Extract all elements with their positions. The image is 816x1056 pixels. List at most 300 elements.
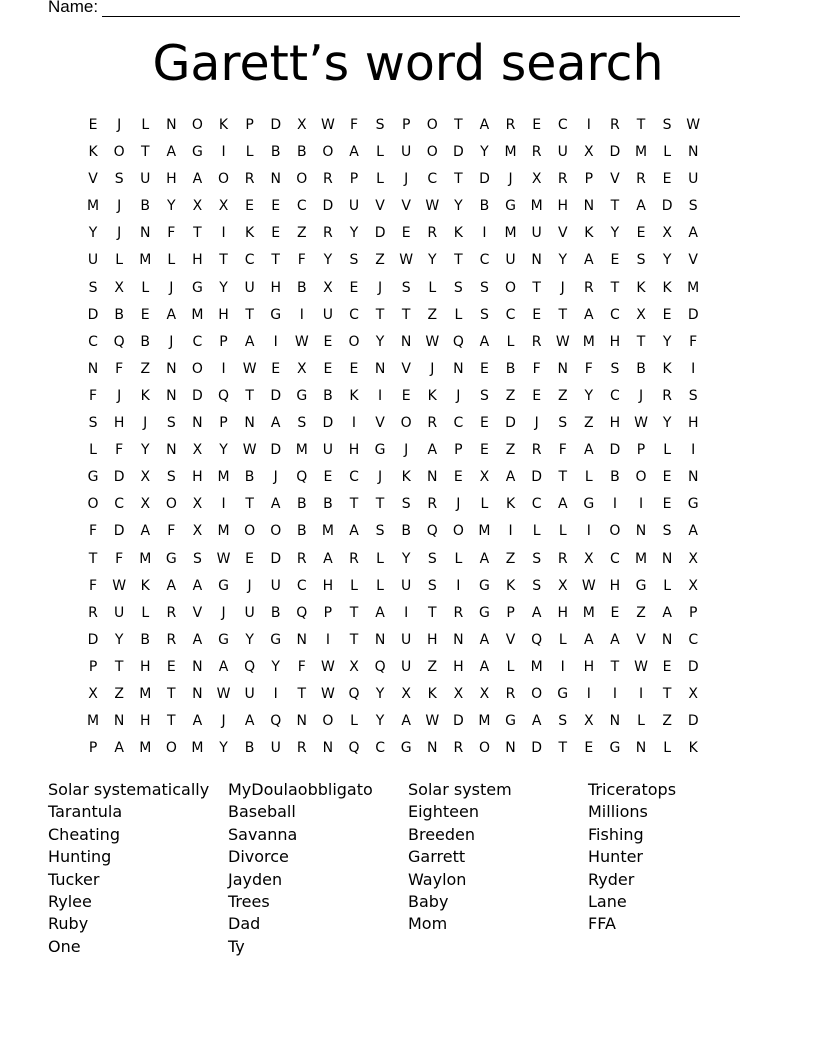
- grid-letter: E: [532, 387, 542, 404]
- grid-letter: D: [452, 713, 464, 730]
- grid-letter: J: [273, 469, 278, 486]
- grid-letter: A: [662, 604, 672, 621]
- grid-letter: O: [87, 496, 99, 513]
- word-list-item: Savanna: [228, 824, 298, 844]
- grid-letter: O: [478, 740, 490, 757]
- grid-letter: F: [297, 658, 306, 675]
- grid-letter: X: [688, 685, 698, 702]
- grid-letter: H: [687, 415, 699, 432]
- grid-letter: I: [273, 333, 278, 350]
- grid-letter: R: [453, 740, 464, 757]
- grid-letter: A: [244, 333, 255, 350]
- grid-letter: V: [375, 415, 385, 432]
- grid-letter: N: [400, 333, 412, 350]
- grid-letter: K: [505, 577, 516, 594]
- grid-letter: X: [453, 685, 464, 702]
- grid-letter: A: [349, 144, 359, 161]
- grid-letter: W: [320, 658, 335, 675]
- grid-letter: H: [557, 604, 568, 621]
- grid-letter: C: [688, 631, 699, 648]
- grid-letter: Y: [454, 198, 463, 215]
- grid-letter: C: [244, 252, 255, 269]
- word-list-item: Trees: [228, 891, 270, 911]
- grid-letter: G: [296, 387, 308, 404]
- grid-letter: E: [401, 387, 411, 404]
- grid-letter: L: [663, 577, 672, 594]
- grid-letter: B: [244, 469, 255, 486]
- grid-letter: A: [479, 117, 490, 133]
- grid-letter: B: [296, 144, 307, 161]
- grid-letter: Z: [636, 604, 646, 621]
- grid-letter: R: [88, 604, 98, 621]
- grid-letter: D: [687, 658, 699, 675]
- grid-letter: X: [688, 577, 698, 594]
- grid-letter: Q: [426, 523, 438, 540]
- grid-letter: C: [349, 469, 359, 486]
- grid-letter: N: [635, 523, 647, 540]
- grid-letter: T: [88, 550, 98, 567]
- grid-letter: A: [192, 631, 203, 648]
- grid-letter: D: [113, 469, 125, 486]
- grid-letter: I: [638, 496, 644, 513]
- word-list-item: Baseball: [228, 802, 296, 822]
- grid-letter: T: [167, 713, 176, 730]
- grid-letter: D: [87, 306, 99, 323]
- grid-letter: N: [296, 713, 308, 730]
- grid-letter: X: [218, 198, 229, 215]
- grid-letter: M: [504, 225, 517, 242]
- grid-letter: R: [166, 631, 177, 648]
- grid-letter: G: [479, 604, 490, 621]
- grid-letter: C: [557, 117, 568, 133]
- grid-letter: L: [506, 333, 515, 350]
- grid-letter: I: [221, 225, 226, 242]
- grid-letter: N: [113, 713, 125, 730]
- grid-letter: T: [454, 252, 463, 269]
- word-list-item: Mom: [408, 914, 448, 934]
- grid-letter: E: [662, 496, 672, 513]
- word-list-item: Eighteen: [408, 802, 479, 822]
- grid-letter: D: [505, 415, 516, 432]
- grid-letter: N: [166, 117, 177, 133]
- grid-letter: L: [376, 550, 384, 567]
- grid-letter: A: [584, 442, 594, 459]
- grid-letter: W: [686, 117, 701, 133]
- grid-letter: D: [531, 469, 543, 486]
- grid-letter: R: [427, 225, 438, 242]
- grid-letter: I: [404, 604, 409, 621]
- grid-letter: P: [88, 658, 98, 675]
- grid-letter: T: [375, 496, 385, 513]
- grid-letter: A: [349, 523, 359, 540]
- grid-letter: H: [348, 442, 360, 459]
- grid-letter: A: [375, 604, 385, 621]
- grid-letter: J: [117, 117, 122, 133]
- grid-letter: J: [456, 496, 461, 513]
- grid-letter: I: [378, 387, 383, 404]
- word-list-item: Ryder: [588, 869, 635, 889]
- grid-letter: D: [192, 387, 203, 404]
- grid-letter: L: [115, 252, 124, 269]
- grid-letter: P: [506, 604, 515, 621]
- grid-letter: L: [376, 171, 384, 188]
- grid-letter: R: [453, 604, 464, 621]
- grid-letter: H: [192, 252, 203, 269]
- grid-letter: J: [117, 198, 122, 215]
- grid-letter: U: [244, 279, 255, 296]
- grid-letter: S: [349, 252, 359, 269]
- grid-letter: S: [480, 387, 489, 404]
- grid-letter: A: [505, 469, 516, 486]
- grid-letter: A: [270, 496, 281, 513]
- grid-letter: R: [349, 550, 359, 567]
- grid-letter: E: [636, 225, 646, 242]
- grid-letter: W: [581, 577, 596, 594]
- grid-letter: X: [297, 117, 307, 133]
- grid-letter: L: [506, 658, 515, 675]
- grid-letter: O: [113, 144, 125, 161]
- grid-letter: R: [531, 144, 542, 161]
- grid-letter: Y: [662, 252, 672, 269]
- grid-letter: L: [454, 306, 463, 323]
- grid-letter: S: [688, 198, 698, 215]
- grid-letter: F: [584, 360, 593, 377]
- grid-letter: U: [401, 631, 412, 648]
- grid-letter: J: [117, 387, 122, 404]
- grid-letter: E: [610, 252, 620, 269]
- grid-letter: M: [530, 198, 543, 215]
- grid-letter: Q: [270, 713, 282, 730]
- grid-letter: M: [478, 713, 491, 730]
- grid-letter: K: [349, 387, 359, 404]
- grid-letter: R: [296, 550, 307, 567]
- grid-letter: T: [349, 604, 359, 621]
- grid-letter: M: [87, 198, 100, 215]
- name-underline[interactable]: [102, 2, 740, 17]
- grid-letter: N: [661, 550, 673, 567]
- grid-letter: S: [480, 279, 489, 296]
- grid-letter: A: [479, 333, 490, 350]
- grid-letter: N: [427, 469, 438, 486]
- grid-letter: G: [583, 496, 595, 513]
- grid-letter: A: [192, 171, 203, 188]
- grid-letter: A: [610, 631, 620, 648]
- grid-letter: N: [635, 740, 647, 757]
- grid-letter: N: [374, 631, 386, 648]
- grid-letter: Z: [505, 387, 516, 404]
- grid-letter: O: [296, 171, 308, 188]
- grid-letter: R: [662, 387, 672, 404]
- grid-letter: L: [350, 713, 358, 730]
- grid-letter: F: [115, 360, 124, 377]
- grid-letter: S: [401, 496, 411, 513]
- grid-letter: V: [505, 631, 516, 648]
- grid-letter: D: [609, 442, 621, 459]
- grid-letter: G: [270, 631, 282, 648]
- grid-letter: G: [191, 279, 203, 296]
- grid-letter: T: [532, 279, 541, 296]
- grid-letter: K: [218, 117, 229, 133]
- grid-letter: Y: [140, 442, 150, 459]
- grid-letter: Q: [218, 387, 230, 404]
- grid-letter: C: [505, 306, 516, 323]
- word-list-item: MyDoulaobbligato: [228, 780, 373, 799]
- grid-letter: N: [166, 442, 177, 459]
- grid-letter: Y: [375, 685, 385, 702]
- grid-letter: H: [218, 306, 229, 323]
- grid-letter: Z: [505, 442, 516, 459]
- grid-letter: S: [662, 117, 672, 133]
- grid-letter: S: [532, 577, 542, 594]
- grid-letter: S: [401, 279, 411, 296]
- grid-letter: A: [323, 550, 333, 567]
- grid-letter: H: [166, 171, 177, 188]
- grid-letter: V: [557, 225, 568, 242]
- grid-letter: B: [270, 604, 281, 621]
- grid-letter: B: [401, 523, 411, 540]
- grid-letter: P: [401, 117, 411, 133]
- grid-letter: Z: [662, 713, 672, 730]
- grid-letter: I: [560, 658, 565, 675]
- name-field[interactable]: [48, 0, 740, 17]
- grid-letter: U: [244, 685, 255, 702]
- grid-letter: B: [296, 279, 307, 296]
- grid-letter: A: [270, 415, 281, 432]
- grid-letter: J: [117, 225, 122, 242]
- grid-letter: G: [609, 740, 621, 757]
- grid-letter: E: [662, 306, 672, 323]
- grid-letter: T: [245, 387, 254, 404]
- grid-letter: H: [270, 279, 281, 296]
- grid-letter: C: [349, 306, 359, 323]
- grid-letter: C: [192, 333, 203, 350]
- grid-letter: O: [531, 685, 543, 702]
- grid-letter: S: [166, 469, 176, 486]
- grid-letter: T: [636, 333, 646, 350]
- grid-letter: D: [270, 550, 282, 567]
- grid-letter: B: [323, 496, 333, 513]
- word-list-item: Rylee: [48, 891, 92, 911]
- grid-letter: I: [691, 360, 696, 377]
- grid-letter: V: [192, 604, 203, 621]
- grid-letter: I: [351, 415, 357, 432]
- grid-letter: M: [478, 523, 491, 540]
- grid-letter: Z: [557, 387, 568, 404]
- grid-letter: G: [165, 550, 177, 567]
- grid-letter: U: [401, 144, 412, 161]
- grid-letter: V: [636, 631, 646, 648]
- grid-letter: B: [296, 496, 307, 513]
- grid-letter: D: [322, 415, 334, 432]
- grid-letter: M: [139, 740, 152, 757]
- word-list-item: Fishing: [588, 824, 644, 844]
- grid-letter: L: [376, 144, 384, 161]
- grid-letter: E: [584, 740, 594, 757]
- grid-letter: R: [636, 171, 646, 188]
- grid-letter: N: [557, 360, 568, 377]
- grid-letter: T: [349, 496, 359, 513]
- grid-letter: E: [166, 658, 176, 675]
- grid-letter: B: [270, 144, 281, 161]
- grid-letter: Z: [505, 550, 516, 567]
- grid-letter: C: [427, 171, 438, 188]
- grid-letter: E: [271, 360, 281, 377]
- grid-letter: P: [636, 442, 646, 459]
- grid-letter: L: [637, 713, 645, 730]
- grid-letter: A: [479, 550, 490, 567]
- grid-letter: W: [242, 360, 257, 377]
- grid-letter: H: [139, 658, 151, 675]
- grid-letter: E: [349, 279, 359, 296]
- grid-letter: Q: [296, 604, 308, 621]
- grid-letter: O: [244, 523, 256, 540]
- grid-letter: D: [374, 225, 386, 242]
- grid-letter: O: [218, 171, 230, 188]
- grid-letter: M: [139, 252, 152, 269]
- grid-letter: F: [297, 252, 306, 269]
- grid-letter: U: [140, 171, 151, 188]
- grid-letter: B: [244, 740, 255, 757]
- grid-letter: G: [557, 685, 569, 702]
- grid-letter: U: [270, 740, 281, 757]
- grid-letter: P: [245, 117, 254, 133]
- grid-letter: K: [427, 387, 437, 404]
- grid-letter: M: [139, 685, 152, 702]
- grid-letter: T: [167, 685, 176, 702]
- grid-letter: L: [167, 252, 176, 269]
- grid-letter: E: [245, 198, 255, 215]
- grid-letter: A: [401, 713, 411, 730]
- word-list-item: FFA: [588, 914, 616, 934]
- grid-letter: K: [505, 496, 516, 513]
- grid-letter: E: [401, 225, 411, 242]
- grid-letter: E: [480, 360, 489, 377]
- grid-letter: G: [374, 442, 386, 459]
- grid-letter: H: [609, 333, 621, 350]
- grid-letter: Y: [375, 333, 385, 350]
- grid-letter: S: [375, 523, 385, 540]
- grid-letter: Y: [584, 387, 594, 404]
- grid-letter: X: [88, 685, 98, 702]
- grid-letter: R: [505, 685, 516, 702]
- grid-letter: S: [453, 279, 463, 296]
- grid-letter: F: [89, 387, 98, 404]
- grid-letter: X: [688, 550, 698, 567]
- grid-letter: Z: [114, 685, 124, 702]
- grid-letter: L: [428, 279, 437, 296]
- grid-letter: L: [558, 631, 567, 648]
- grid-letter: Y: [480, 144, 489, 161]
- grid-letter: L: [480, 496, 489, 513]
- grid-letter: E: [662, 469, 672, 486]
- grid-letter: S: [558, 415, 568, 432]
- grid-letter: Z: [140, 360, 151, 377]
- grid-letter: K: [636, 279, 646, 296]
- grid-letter: J: [404, 171, 409, 188]
- grid-letter: R: [166, 604, 177, 621]
- grid-letter: B: [140, 631, 151, 648]
- grid-letter: Y: [219, 442, 228, 459]
- grid-letter: H: [113, 415, 125, 432]
- grid-letter: O: [635, 469, 647, 486]
- grid-letter: R: [505, 117, 516, 133]
- grid-letter: X: [297, 360, 307, 377]
- grid-letter: X: [401, 685, 411, 702]
- grid-letter: E: [271, 198, 281, 215]
- grid-letter: T: [558, 469, 568, 486]
- word-list-item: Garrett: [408, 847, 466, 867]
- grid-letter: Y: [219, 279, 228, 296]
- grid-letter: O: [322, 144, 334, 161]
- grid-letter: M: [687, 279, 700, 296]
- grid-letter: M: [191, 306, 204, 323]
- grid-letter: X: [636, 306, 646, 323]
- grid-letter: C: [88, 333, 98, 350]
- grid-letter: F: [89, 577, 98, 594]
- grid-letter: P: [584, 171, 594, 188]
- grid-letter: X: [192, 198, 203, 215]
- grid-letter: S: [166, 415, 176, 432]
- grid-letter: S: [88, 279, 98, 296]
- grid-letter: M: [582, 604, 595, 621]
- grid-letter: N: [453, 360, 464, 377]
- word-list-item: [408, 936, 588, 958]
- grid-letter: G: [505, 713, 516, 730]
- grid-letter: E: [662, 171, 672, 188]
- grid-letter: A: [688, 225, 698, 242]
- grid-letter: T: [454, 117, 463, 133]
- grid-letter: I: [691, 442, 696, 459]
- grid-letter: I: [221, 144, 226, 161]
- grid-letter: U: [531, 225, 542, 242]
- grid-letter: A: [584, 631, 594, 648]
- grid-letter: O: [348, 333, 360, 350]
- grid-letter: O: [322, 713, 334, 730]
- grid-letter: U: [557, 144, 568, 161]
- grid-letter: Y: [349, 225, 359, 242]
- word-list-item: Tarantula: [48, 802, 123, 822]
- grid-letter: T: [375, 306, 385, 323]
- grid-letter: Y: [558, 252, 568, 269]
- grid-letter: T: [271, 252, 280, 269]
- grid-letter: H: [609, 415, 621, 432]
- grid-letter: P: [323, 604, 333, 621]
- grid-letter: L: [245, 144, 254, 161]
- grid-letter: X: [479, 685, 490, 702]
- grid-letter: D: [609, 144, 621, 161]
- grid-letter: W: [294, 333, 309, 350]
- grid-letter: N: [531, 252, 542, 269]
- grid-letter: N: [87, 360, 99, 377]
- grid-letter: U: [401, 577, 412, 594]
- grid-letter: B: [323, 387, 333, 404]
- grid-letter: S: [192, 550, 202, 567]
- grid-letter: T: [636, 117, 646, 133]
- grid-letter: X: [140, 496, 151, 513]
- grid-letter: G: [400, 740, 412, 757]
- grid-letter: U: [114, 604, 125, 621]
- grid-letter: E: [662, 658, 672, 675]
- grid-letter: R: [610, 117, 620, 133]
- grid-letter: G: [87, 469, 99, 486]
- grid-letter: A: [114, 740, 124, 757]
- grid-letter: R: [427, 415, 438, 432]
- grid-letter: Q: [531, 631, 543, 648]
- grid-letter: X: [114, 279, 124, 296]
- grid-letter: A: [166, 306, 177, 323]
- grid-letter: O: [191, 117, 203, 133]
- grid-letter: K: [245, 225, 255, 242]
